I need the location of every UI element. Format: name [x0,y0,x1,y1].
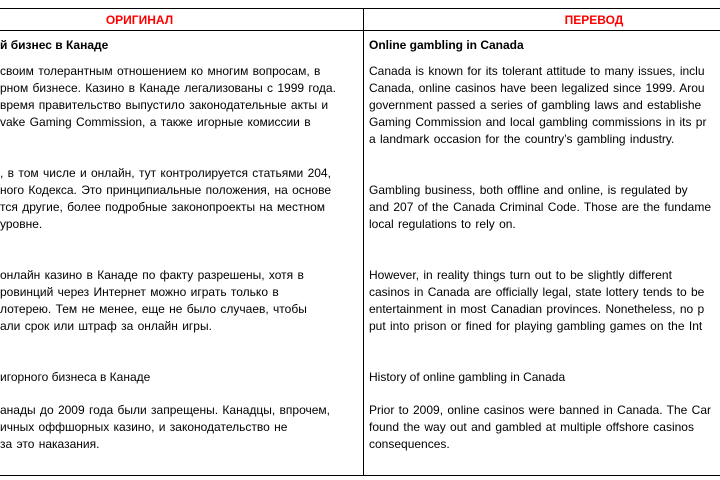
text-line: found the way out and gambled at multiple offshore casinos [369,420,694,434]
text-line: рном бизнесе. Казино в Канаде легализованы с 1999 года. [0,81,336,95]
text-line: тся другие, более подробные законопроекты на местном [0,200,326,214]
text-line: , в том числе и онлайн, тут контролируется статьями 204, [0,166,331,180]
original-text-cell [0,31,364,475]
column-header-translation-label: ПЕРЕВОД [564,12,624,27]
text-line: за это наказания. [0,437,100,451]
original-paragraph-2 [0,165,357,233]
text-line: анады до 2009 года были запрещены. Канадцы, впрочем, [0,403,330,417]
column-header-original-label: ОРИГИНАЛ [105,12,174,27]
column-header-translation [364,9,720,30]
text-line: and 207 of the Canada Criminal Code. Those are the fundame [369,200,711,214]
original-paragraph-1 [0,63,357,131]
text-line: consequences. [369,437,450,451]
text-line: However, in reality things turn out to be slightly different [369,268,672,282]
translation-section-heading: History of online gambling in Canada [369,370,566,384]
original-section-heading: игорного бизнеса в Канаде [0,370,151,384]
table-header-row [0,9,720,31]
original-paragraph-4 [0,402,357,453]
text-line: ичных оффшорных казино, и законодательство не [0,420,288,434]
text-line: ного Кодекса. Это принципиальные положения, на основе [0,183,331,197]
text-line: Gambling business, both offline and online, is regulated by [369,183,688,197]
text-line: casinos in Canada are officially legal, state lottery tends to be [369,285,705,299]
translation-table [0,8,720,476]
text-line: vake Gaming Commission, а также игорные комиссии в [0,115,311,129]
translation-title: Online gambling in Canada [369,38,524,52]
text-line: Canada is known for its tolerant attitude to many issues, inclu [369,64,705,78]
text-line: ровинций через Интернет можно играть только в [0,285,279,299]
text-line: local regulations to rely on. [369,217,516,231]
table-body-row [0,31,720,475]
text-line: put into prison or fined for playing gambling games on the Int [369,319,703,333]
translation-paragraph-4 [369,402,720,453]
text-line: али срок или штраф за онлайн игры. [0,319,212,333]
translation-paragraph-2 [369,182,720,233]
text-line: entertainment in most Canadian provinces. Nonetheless, no p [369,302,705,316]
text-line: Canada, online casinos have been legalized since 1999. Arou [369,81,705,95]
text-line: Gaming Commission and local gambling commissions in its pr [369,115,707,129]
translation-paragraph-3 [369,267,720,335]
text-line: онлайн казино в Канаде по факту разрешены, хотя в [0,268,304,282]
text-line: уровне. [0,217,43,231]
column-header-original [0,9,364,30]
text-line: government passed a series of gambling laws and establishe [369,98,702,112]
text-line: Prior to 2009, online casinos were banned in Canada. The Car [369,403,711,417]
translation-paragraph-1 [369,63,720,148]
text-line: своим толерантным отношением ко многим вопросам, в [0,64,321,78]
translation-text-cell [364,31,720,475]
original-text-block [0,37,357,453]
text-line: время правительство выпустило законодательные акты и [0,98,329,112]
translation-text-block [369,37,720,453]
original-paragraph-3 [0,267,357,335]
original-title: й бизнес в Канаде [0,38,109,52]
text-line: лотерею. Тем не менее, еще не было случаев, чтобы [0,302,307,316]
text-line: a landmark occasion for the country’s gambling industry. [369,132,675,146]
